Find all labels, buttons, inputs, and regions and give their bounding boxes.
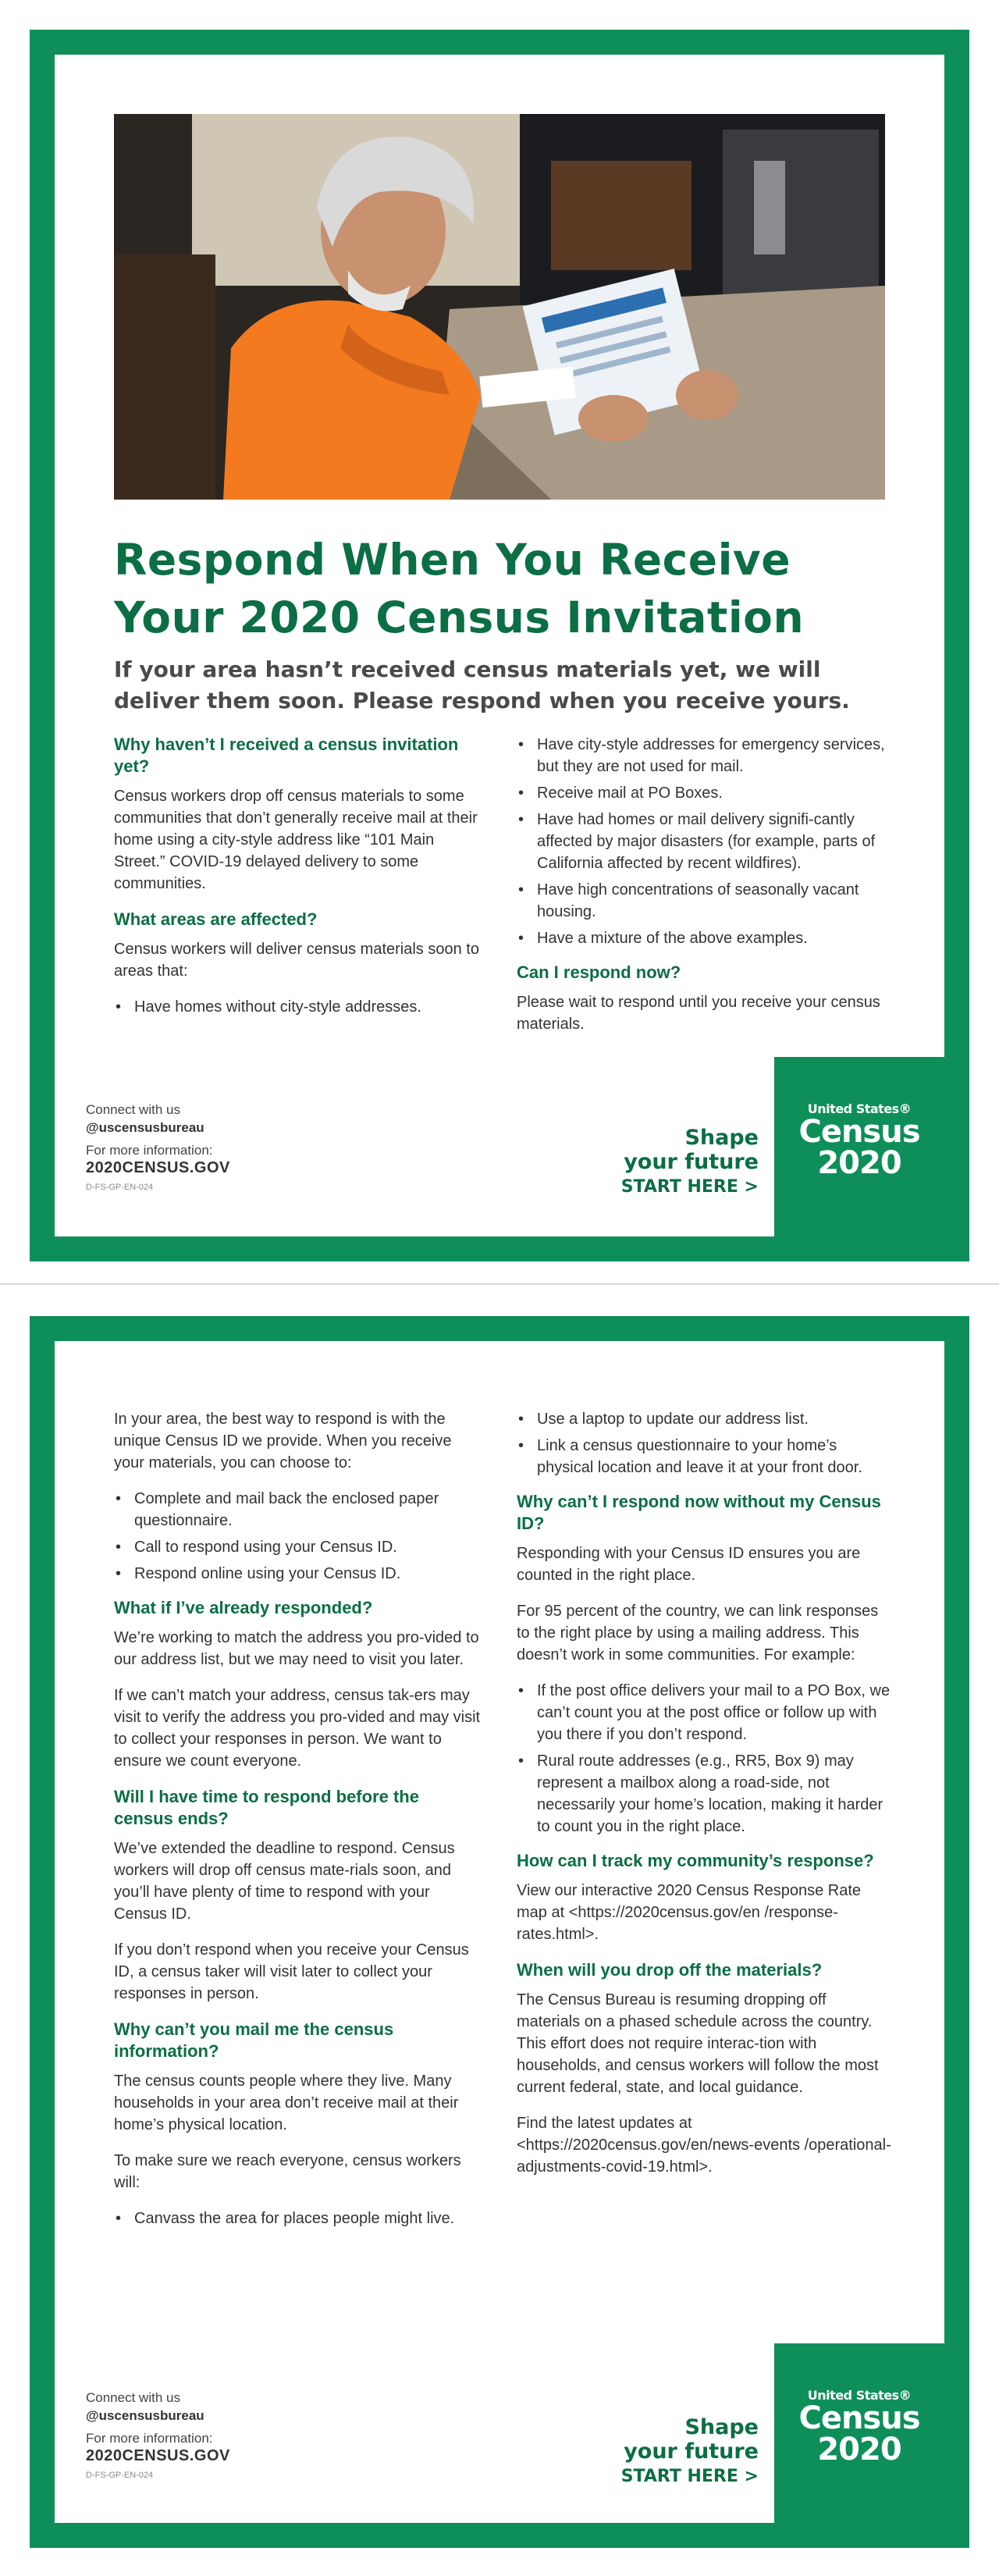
section-paragraph: We’re working to match the address you pro-vided to our address list, but we may need to visit you later. xyxy=(114,1629,479,1668)
section-paragraph: If we can’t match your address, census tak-ers may visit to verify the address you pro-vided and may visit to collect your responses in person. We want to ensure we count everyone. xyxy=(114,1687,481,1770)
headline-line-2: Your 2020 Census Invitation xyxy=(114,592,805,642)
photo-man-reading-invitation xyxy=(114,114,885,500)
section-paragraph: Please wait to respond until you receive your census materials. xyxy=(517,994,880,1033)
section-heading: When will you drop off the materials? xyxy=(517,1960,823,1980)
website-link[interactable]: 2020CENSUS.GOV xyxy=(86,2447,230,2464)
tagline-line-1: Shape xyxy=(684,1126,759,1150)
list-item: • Have city-style addresses for emergency services, but they are not used for mail. xyxy=(517,734,891,777)
right-column xyxy=(517,734,891,1049)
section-can-i-respond xyxy=(517,962,891,1035)
page-content xyxy=(55,55,944,1236)
section-why-census-id xyxy=(517,1491,891,1838)
photo-illustration xyxy=(114,114,885,500)
section-areas-affected xyxy=(114,909,481,1018)
list-item: • Complete and mail back the enclosed paper questionnaire. xyxy=(114,1488,481,1532)
document-code: D-FS-GP-EN-024 xyxy=(86,2471,154,2480)
section-heading: How can I track my community’s response? xyxy=(517,1851,874,1870)
section-paragraph: Census workers drop off census materials to some communities that don’t generally receive mail at their home using a city-style address like “101 Main Street.” COVID-19 delayed delivery to some communities. xyxy=(114,788,478,892)
section-heading: What if I’ve already responded? xyxy=(114,1598,373,1617)
section-drop-off xyxy=(517,1959,891,2178)
headline-line-1: Respond When You Receive xyxy=(114,535,791,585)
section-why-not-mail xyxy=(114,2019,481,2229)
section-paragraph: Census workers will deliver census materials soon to areas that: xyxy=(114,941,479,980)
start-here-link[interactable]: START HERE > xyxy=(620,2467,759,2486)
section-paragraph: Responding with your Census ID ensures you are counted in the right place. xyxy=(517,1545,861,1584)
list-item: • Have homes without city-style addresses. xyxy=(114,996,481,1018)
tagline-line-2: your future xyxy=(624,2439,759,2464)
left-column xyxy=(114,1408,481,2242)
section-intro xyxy=(114,1408,481,1585)
list-item: • Receive mail at PO Boxes. xyxy=(517,782,891,804)
logo-census: Census xyxy=(798,2400,920,2436)
census-2020-logo xyxy=(774,1057,944,1236)
page-1 xyxy=(0,0,999,1285)
section-paragraph: Find the latest updates at <https://2020census.gov/en/news-events /operational-adjustments-covid-19.html>. xyxy=(517,2115,891,2176)
section-why-not-received xyxy=(114,734,481,895)
list-item: • Link a census questionnaire to your home’s physical location and leave it at your front door. xyxy=(517,1435,891,1478)
logo-united-states: United States® xyxy=(807,1101,912,1116)
list-item: • If the post office delivers your mail to a PO Box, we can’t count you at the post office or follow up with you there if you don’t respond. xyxy=(517,1680,891,1745)
census-2020-logo xyxy=(774,2343,944,2523)
tagline-line-2: your future xyxy=(624,1150,759,1174)
list-item: • Have high concentrations of seasonally vacant housing. xyxy=(517,879,891,923)
page-2 xyxy=(0,1286,999,2571)
page-content xyxy=(55,1341,944,2523)
logo-census: Census xyxy=(798,1114,920,1150)
section-paragraph: If you don’t respond when you receive your Census ID, a census taker will visit later to collect your responses in person. xyxy=(114,1941,469,2002)
bullet-list xyxy=(114,996,481,1018)
footer-contact xyxy=(86,1101,230,1197)
more-info-label: For more information: xyxy=(86,1143,213,1158)
list-item: • Use a laptop to update our address list. xyxy=(517,1408,891,1430)
section-paragraph: The census counts people where they live. Many households in your area don’t receive mail at their home’s physical location. xyxy=(114,2073,459,2133)
section-paragraph: We’ve extended the deadline to respond. Census workers will drop off census mate-rials soon, and you’ll have plenty of time to respond with your Census ID. xyxy=(114,1840,455,1923)
start-here-link[interactable]: START HERE > xyxy=(620,1177,759,1197)
list-item: • Rural route addresses (e.g., RR5, Box 9) may represent a mailbox along a road-side, not necessarily your home’s location, making it harder to count you in the right place. xyxy=(517,1750,891,1838)
bullet-list xyxy=(114,1488,481,1585)
social-handle-link[interactable]: @uscensusbureau xyxy=(86,1120,204,1135)
section-paragraph: View our interactive 2020 Census Response Rate map at <https://2020census.gov/en /response-rates.html>. xyxy=(517,1882,861,1943)
section-paragraph: In your area, the best way to respond is with the unique Census ID we provide. When you receive your materials, you can choose to: xyxy=(114,1411,452,1471)
bullet-list xyxy=(517,734,891,949)
list-item: • Respond online using your Census ID. xyxy=(114,1563,481,1585)
footer-contact xyxy=(86,2389,230,2485)
section-heading: Why can’t I respond now without my Census ID? xyxy=(517,1492,881,1533)
social-handle-link[interactable]: @uscensusbureau xyxy=(86,2408,204,2423)
right-column xyxy=(517,1408,891,2192)
green-frame xyxy=(30,1316,969,2548)
shape-your-future-tagline xyxy=(621,1126,759,1199)
section-paragraph: For 95 percent of the country, we can link responses to the right place by using a mailing address. This doesn’t work in some communities. For example: xyxy=(517,1603,879,1663)
logo-united-states: United States® xyxy=(807,2388,912,2403)
section-already-responded xyxy=(114,1597,481,1772)
page-headline xyxy=(114,531,894,646)
document-code: D-FS-GP-EN-024 xyxy=(86,1183,154,1192)
section-paragraph: To make sure we reach everyone, census workers will: xyxy=(114,2152,461,2191)
connect-label: Connect with us xyxy=(86,1102,180,1117)
section-time-to-respond xyxy=(114,1786,481,2005)
section-heading: Why haven’t I received a census invitation yet? xyxy=(114,735,459,776)
left-column xyxy=(114,734,481,1030)
logo-year: 2020 xyxy=(817,1145,901,1181)
section-heading: Will I have time to respond before the census ends? xyxy=(114,1787,419,1828)
section-paragraph: The Census Bureau is resuming dropping off materials on a phased schedule across the country. This effort does not require interac-tion with households, and census workers will follow the most current federal, state, and local guidance. xyxy=(517,1991,879,2096)
more-info-label: For more information: xyxy=(86,2431,213,2446)
list-item: • Canvass the area for places people might live. xyxy=(114,2208,481,2229)
section-heading: Why can’t you mail me the census information? xyxy=(114,2019,394,2061)
bullet-list xyxy=(517,1408,891,1478)
section-track-response xyxy=(517,1850,891,1945)
section-heading: Can I respond now? xyxy=(517,962,681,982)
website-link[interactable]: 2020CENSUS.GOV xyxy=(86,1159,230,1176)
list-item: • Call to respond using your Census ID. xyxy=(114,1536,481,1558)
logo-year: 2020 xyxy=(817,2432,901,2467)
green-frame xyxy=(30,30,969,1261)
section-heading: What areas are affected? xyxy=(114,909,318,929)
bullet-list xyxy=(517,1680,891,1838)
list-item: • Have a mixture of the above examples. xyxy=(517,927,891,949)
bullet-list xyxy=(114,2208,481,2229)
page-subhead: If your area hasn’t received census materials yet, we will deliver them soon. Please respond when you receive yours. xyxy=(114,656,850,713)
list-item: • Have had homes or mail delivery signifi-cantly affected by major disasters (for example, parts of California affected by recent wildfires). xyxy=(517,809,891,874)
shape-your-future-tagline xyxy=(621,2415,759,2489)
connect-label: Connect with us xyxy=(86,2390,180,2405)
tagline-line-1: Shape xyxy=(684,2415,759,2439)
